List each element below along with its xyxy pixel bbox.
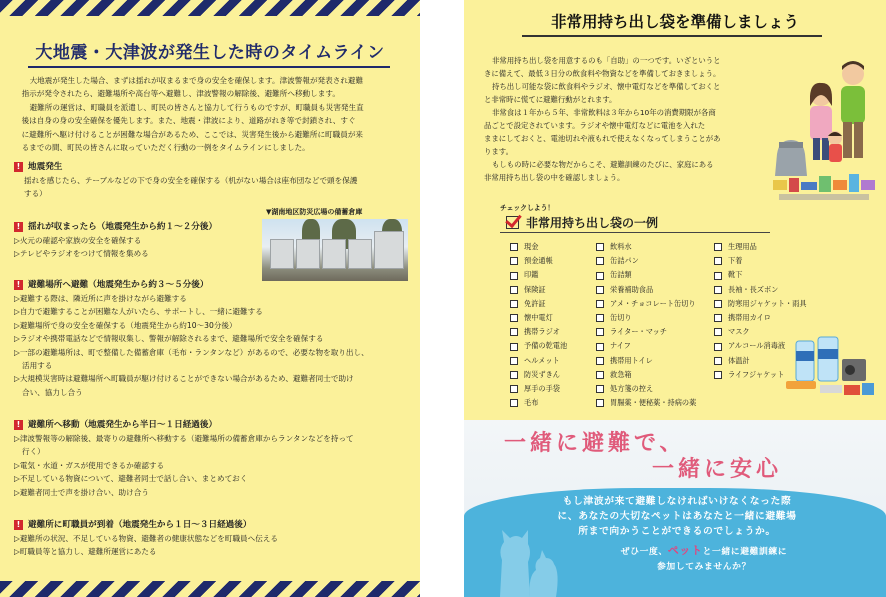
checkbox-icon[interactable]: [714, 286, 722, 294]
section-evacuate: [14, 278, 406, 399]
pet-message-line: 所まで向かうことができるのでしょうか。: [578, 526, 776, 537]
section-heading: 避難所へ移動（地震発生から半日～１日経過後）: [28, 420, 218, 430]
checklist-column-1: [510, 240, 567, 410]
checkbox-icon[interactable]: [510, 243, 518, 251]
checklist-item[interactable]: [510, 311, 567, 325]
check-label: チェックしよう！: [500, 204, 555, 212]
item-label: 胃腸薬・便秘薬・持病の薬: [610, 398, 697, 408]
item-label: 預金通帳: [524, 256, 553, 266]
intro-line: と非常時に慌てに避難行動がとれます。: [484, 95, 617, 104]
checkbox-icon[interactable]: [510, 343, 518, 351]
checklist-item[interactable]: [510, 368, 567, 382]
item-label: 防災ずきん: [524, 369, 560, 379]
checkbox-icon[interactable]: [510, 300, 518, 308]
section-line: ▷大規模災害時は避難場所へ町職員が駆け付けることができない場合があるため、避難者同士で助け: [14, 374, 354, 384]
checklist-item[interactable]: [510, 254, 567, 268]
checkbox-icon[interactable]: [714, 314, 722, 322]
section-heading: 避難場所へ避難（地震発生から約３～５分後）: [28, 280, 209, 290]
checkbox-icon[interactable]: [714, 371, 722, 379]
checkbox-icon[interactable]: [510, 399, 518, 407]
item-label: 予備の乾電池: [524, 341, 568, 351]
checklist-item[interactable]: [510, 339, 567, 353]
checkbox-icon[interactable]: [596, 257, 604, 265]
checklist-item[interactable]: [510, 382, 567, 396]
checkbox-icon[interactable]: [596, 243, 604, 251]
intro-line: るまでの間、町民の皆さんに取っていただく行動の一例をタイムラインにしました。: [21, 143, 310, 153]
hazard-stripe-top: [0, 0, 420, 16]
item-label: 缶詰類: [610, 270, 632, 280]
slogan-line-1: 一緒に避難で、: [504, 431, 686, 456]
intro-line: 指示が発令されたら、避難場所や高台等へ避難し、津波警報の解除後、避難所へ移動します。: [21, 89, 340, 99]
intro-line: 非常用持ち出し袋を用意するのも「自助」の一つです。いざというと: [492, 56, 721, 65]
item-label: 厚手の手袋: [524, 384, 560, 394]
intro-line: 避難所の運営は、町職員を派遣し、町民の皆さんと協力して行うものですが、町職員も災害発生直: [29, 102, 364, 112]
checkbox-icon[interactable]: [596, 371, 604, 379]
checkbox-icon[interactable]: [714, 343, 722, 351]
checklist-item[interactable]: [714, 240, 807, 254]
checklist-item[interactable]: [510, 354, 567, 368]
section-line: ▷火元の確認や家族の安全を確保する: [14, 236, 142, 245]
checklist-item[interactable]: [714, 268, 807, 282]
item-label: ライフジャケット: [728, 369, 785, 379]
checkbox-icon[interactable]: [510, 328, 518, 336]
section-line: 合い、協力し合う: [22, 387, 83, 397]
checkbox-icon[interactable]: [596, 300, 604, 308]
checklist-item[interactable]: [510, 283, 567, 297]
pet-invitation: [524, 543, 884, 575]
checklist-item[interactable]: [714, 254, 807, 268]
checkbox-icon[interactable]: [714, 357, 722, 365]
checkbox-icon[interactable]: [596, 314, 604, 322]
checkbox-icon[interactable]: [510, 272, 518, 280]
intro-line: 非常食は１年から５年、非常飲料は３年から10年の消費期限が各商: [492, 108, 716, 117]
intro-line: に避難所へ駆け付けることが困難な場合があるため、ここでは、災害発生後から避難所に町職員が来: [21, 129, 364, 139]
emergency-bag-page: [464, 0, 886, 597]
checklist-item[interactable]: [596, 297, 696, 311]
checklist-item[interactable]: [510, 268, 567, 282]
checkbox-icon[interactable]: [596, 399, 604, 407]
checklist-column-2: [596, 240, 696, 410]
title-underline: [522, 35, 822, 37]
pet-ask-pre: ぜひ一度、: [620, 547, 668, 557]
item-label: 携帯用トイレ: [610, 355, 653, 365]
intro-line: 品ごとで設定されています。ラジオや懐中電灯などに電池を入れた: [484, 121, 706, 130]
checklist-item[interactable]: [596, 311, 696, 325]
intro-line: ままにしておくと、電池切れや液もれで使えなくなってしまうことがあ: [484, 134, 721, 143]
emergency-bag-title: 非常用持ち出し袋を準備しましょう: [550, 13, 799, 31]
section-line: ▷不足している物資について、避難者同士で話し合い、まとめておく: [14, 474, 248, 484]
section-line: ▷避難所の状況、不足している物資、避難者の健康状態などを町職員へ伝える: [14, 534, 279, 543]
storage-warehouse-photo: [262, 219, 408, 281]
section-line: ▷町職員等と協力し、避難所運営にあたる: [14, 547, 157, 557]
checklist-item[interactable]: [510, 396, 567, 410]
checklist-item[interactable]: [596, 254, 696, 268]
checkbox-icon[interactable]: [510, 257, 518, 265]
checkbox-icon[interactable]: [510, 286, 518, 294]
checklist-item[interactable]: [510, 325, 567, 339]
photo-caption: ▼湖南地区防災広場の備蓄倉庫: [266, 208, 363, 216]
item-label: 毛布: [524, 398, 539, 408]
checkbox-icon[interactable]: [714, 272, 722, 280]
item-label: 携帯ラジオ: [524, 327, 560, 337]
item-label: 缶切り: [610, 313, 632, 323]
pet-message-line: に、あなたの大切なペットはあなたと一緒に避難場: [557, 511, 797, 522]
checklist-title-text: 非常用持ち出し袋の一例: [526, 216, 659, 230]
pet-ask-highlight: ペット: [667, 544, 703, 557]
checklist-item[interactable]: [596, 268, 696, 282]
item-label: ヘルメット: [524, 355, 560, 365]
warning-icon: !: [14, 520, 23, 530]
intro-line: ります。: [484, 147, 513, 156]
section-line: ▷避難者同士で声を掛け合い、助け合う: [14, 487, 149, 497]
item-label: 靴下: [728, 270, 743, 280]
intro-line: 持ち出し可能な袋に飲食料やラジオ、懐中電灯などを準備しておくと: [492, 82, 721, 91]
checklist-item[interactable]: [596, 368, 696, 382]
checkbox-icon[interactable]: [510, 357, 518, 365]
section-line: ▷自力で避難することが困難な人がいたら、サポートし、一緒に避難する: [14, 307, 263, 317]
checklist-item[interactable]: [714, 283, 807, 297]
section-line: 行く）: [22, 447, 45, 457]
section-heading: 揺れが収まったら（地震発生から約１～２分後）: [28, 222, 218, 232]
checkbox-icon[interactable]: [596, 385, 604, 393]
checkbox-icon[interactable]: [510, 371, 518, 379]
checklist-title: [506, 214, 658, 231]
intro-line: 非常用持ち出し袋の中を確認しましょう。: [484, 173, 625, 182]
section-heading: 避難所に町職員が到着（地震発生から１日～３日経過後）: [28, 520, 252, 530]
checkbox-icon[interactable]: [714, 257, 722, 265]
checkbox-icon[interactable]: [596, 357, 604, 365]
checklist-underline: [500, 232, 770, 233]
item-label: 栄養補助食品: [610, 284, 654, 294]
slogan-line-2: 一緒に安心: [652, 457, 783, 482]
item-label: 処方箋の控え: [610, 384, 654, 394]
section-line: 活用する: [22, 361, 53, 371]
timeline-title: 大地震・大津波が発生した時のタイムライン: [35, 43, 385, 63]
item-label: マスク: [728, 327, 750, 337]
checklist-item[interactable]: [596, 396, 696, 410]
item-label: 飲料水: [610, 242, 632, 251]
item-label: 免許証: [524, 298, 546, 308]
emergency-bag-intro: [484, 54, 772, 184]
warning-icon: !: [14, 280, 23, 290]
timeline-page: [0, 0, 420, 597]
item-label: 下着: [728, 256, 743, 266]
checkbox-icon[interactable]: [714, 300, 722, 308]
item-label: 印鑑: [524, 270, 539, 280]
family-illustration: [769, 56, 879, 206]
item-label: 救急箱: [610, 369, 632, 379]
checkbox-icon[interactable]: [714, 328, 722, 336]
checklist-item[interactable]: [596, 283, 696, 297]
item-label: 現金: [524, 242, 539, 251]
section-line: ▷ラジオや携帯電話などで情報収集し、警報が解除されるまで、避難場所で安全を確保する: [14, 334, 324, 344]
item-label: 携帯用カイロ: [728, 313, 771, 323]
pet-ask-post: と一緒に避難訓練に: [702, 547, 788, 557]
section-line: する）: [24, 189, 47, 199]
intro-line: もしもの時に必要な物だからこそ、避難訓練のたびに、家庭にある: [492, 160, 714, 169]
checklist-item[interactable]: [596, 325, 696, 339]
checkbox-icon[interactable]: [596, 328, 604, 336]
checkbox-icon[interactable]: [510, 385, 518, 393]
checklist-item[interactable]: [510, 240, 567, 254]
warning-icon: !: [14, 222, 23, 232]
checklist-item[interactable]: [714, 311, 807, 325]
item-label: ライター・マッチ: [610, 327, 667, 337]
section-line: ▷避難する際は、隣近所に声を掛けながら避難する: [14, 294, 187, 303]
item-label: アメ・チョコレート缶切り: [610, 298, 696, 308]
item-label: 体温計: [728, 355, 750, 365]
item-label: 缶詰パン: [610, 256, 639, 266]
checkbox-icon[interactable]: [596, 272, 604, 280]
checklist-item[interactable]: [596, 240, 696, 254]
section-line: ▷一部の避難場所は、町で整備した備蓄倉庫（毛布・ランタンなど）があるので、必要な物を取り出し、: [14, 347, 369, 357]
section-line: ▷津波警報等の解除後、最寄りの避難所へ移動する（避難場所の備蓄倉庫からランタンなどを持って: [14, 434, 354, 443]
intro-line: きに備えて、最低３日分の飲食料や物資などを準備しておきましょう。: [484, 69, 721, 78]
section-earthquake: [14, 160, 406, 201]
checkbox-icon[interactable]: [510, 314, 518, 322]
item-label: ナイフ: [610, 341, 631, 351]
section-heading: 地震発生: [28, 162, 63, 172]
pet-message-line: もし津波が来て避難しなければいけなくなった際: [562, 496, 792, 507]
warning-icon: !: [14, 420, 23, 430]
section-line: ▷テレビやラジオをつけて情報を集める: [14, 249, 149, 259]
item-label: 長袖・長ズボン: [728, 284, 779, 294]
checklist-item[interactable]: [510, 297, 567, 311]
checklist-item[interactable]: [596, 339, 696, 353]
intro-line: 大地震が発生した場合、まずは揺れが収まるまで身の安全を確保します。津波警報が発表され避難: [29, 76, 364, 85]
checklist-item[interactable]: [596, 382, 696, 396]
checklist-item[interactable]: [596, 354, 696, 368]
item-label: 保険証: [524, 284, 546, 294]
checkbox-icon[interactable]: [714, 243, 722, 251]
pet-ask-line-2: 参加してみませんか？: [657, 562, 751, 572]
item-label: 防寒用ジャケット・雨具: [728, 298, 807, 308]
supplies-illustration: [782, 335, 878, 405]
section-line: ▷避難場所で身の安全を確保する（地震発生から約10～30分後）: [14, 320, 237, 330]
check-mark-icon: [506, 216, 519, 229]
checklist-item[interactable]: [714, 297, 807, 311]
intro-line: 後は自身の身の安全確保を優先します。また、地震・津波により、道路がれき等で封鎖され、すぐ: [21, 116, 356, 126]
item-label: 懐中電灯: [524, 313, 553, 323]
checkbox-icon[interactable]: [596, 343, 604, 351]
checkbox-icon[interactable]: [596, 286, 604, 294]
hazard-stripe-bottom: [0, 581, 420, 597]
section-move-shelter: [14, 418, 406, 499]
title-underline: [28, 66, 390, 68]
section-line: ▷電気・水道・ガスが使用できるか確認する: [14, 460, 165, 470]
item-label: 生理用品: [728, 242, 757, 251]
section-line: 揺れを感じたら、テーブルなどの下で身の安全を確保する（机がない場合は座布団などで頭を保護: [24, 176, 358, 185]
timeline-intro: [14, 74, 406, 154]
item-label: アルコール消毒液: [728, 341, 786, 351]
section-staff-arrive: [14, 518, 406, 559]
warning-icon: !: [14, 162, 23, 172]
